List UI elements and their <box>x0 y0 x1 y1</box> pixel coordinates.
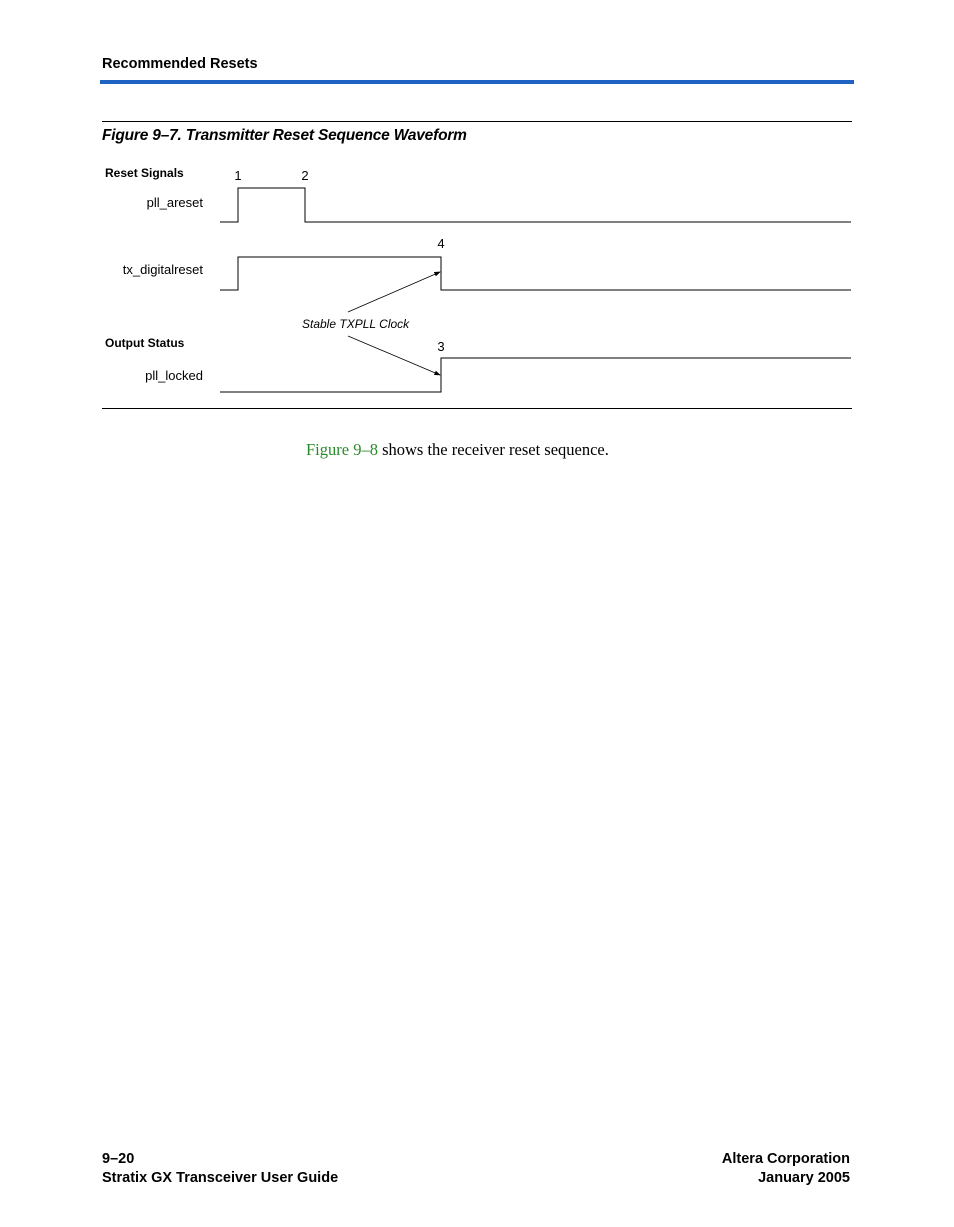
running-header: Recommended Resets <box>102 56 258 72</box>
marker-3: 3 <box>437 339 445 354</box>
reset-signals-label: Reset Signals <box>105 166 184 180</box>
signal-label-tx-digitalreset: tx_digitalreset <box>122 262 203 277</box>
footer-guide-title: Stratix GX Transceiver User Guide <box>102 1170 339 1186</box>
footer-page-number: 9–20 <box>102 1151 135 1167</box>
marker-1: 1 <box>234 168 242 183</box>
body-paragraph <box>306 440 609 460</box>
body-paragraph-text: shows the receiver reset sequence. <box>377 440 609 459</box>
output-status-label: Output Status <box>105 336 185 350</box>
figure-cross-reference-link[interactable]: Figure 9–8 <box>306 440 378 459</box>
footer-date: January 2005 <box>758 1170 850 1186</box>
signal-label-pll-locked: pll_locked <box>145 368 203 383</box>
footer-right <box>722 1150 850 1188</box>
marker-2: 2 <box>301 168 309 183</box>
waveform-tx-digitalreset <box>220 257 851 290</box>
waveform-pll-locked <box>220 358 851 392</box>
annotation-arrow-to-tx-digitalreset <box>348 272 440 312</box>
figure-bottom-rule <box>102 408 852 409</box>
waveform-diagram <box>0 0 954 420</box>
waveform-pll-areset <box>220 188 851 222</box>
footer-left <box>102 1150 338 1188</box>
signal-label-pll-areset: pll_areset <box>146 195 203 210</box>
figure-caption: Figure 9–7. Transmitter Reset Sequence Waveform <box>102 127 467 144</box>
marker-4: 4 <box>437 236 445 251</box>
annotation-stable-txpll-clock: Stable TXPLL Clock <box>302 317 410 331</box>
annotation-arrow-to-pll-locked <box>348 336 440 375</box>
footer-company: Altera Corporation <box>721 1151 850 1167</box>
